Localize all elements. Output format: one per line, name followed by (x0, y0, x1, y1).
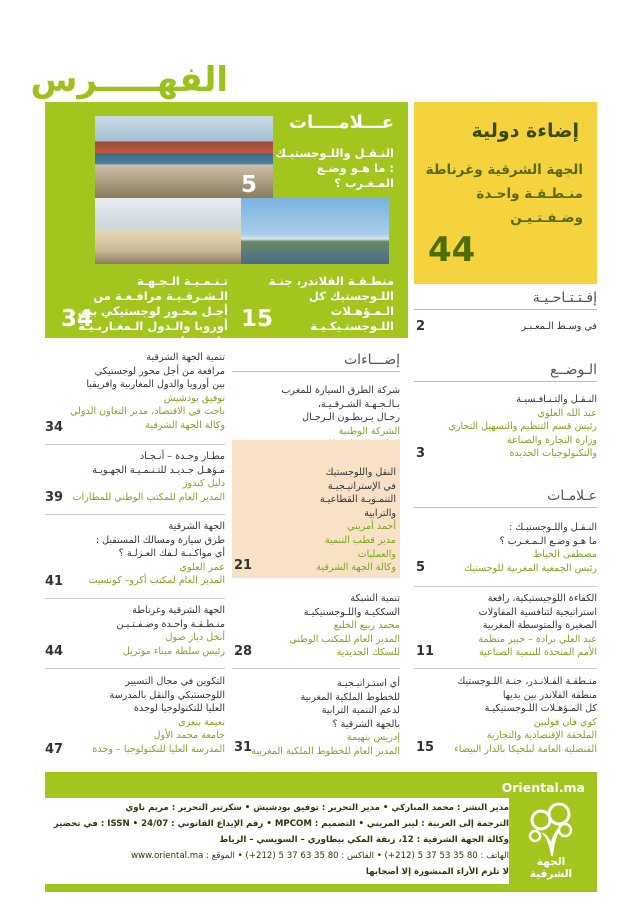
page-number: 44 (45, 644, 64, 659)
alamat-box-item2[interactable]: منطـقـة الفلاندر، جنـة اللـوجستيك كل الـمـؤهـلات اللـوجستـيكـيـة (268, 274, 394, 333)
section-divider (414, 507, 597, 508)
industrial-port-photo (241, 198, 389, 264)
page-title: الفهـــــرس (30, 60, 228, 100)
entry-author: عمر العلوي (179, 561, 225, 573)
entry-author: مصطفى الخياط (533, 549, 597, 561)
entry-role: وكالة الجهة الشرقية (145, 419, 225, 431)
section-divider (232, 371, 400, 372)
entry-title: استراتيجية لتنافسية المقاولات (478, 606, 597, 618)
idaat-entry-2[interactable] (232, 466, 396, 575)
page-number: 47 (45, 742, 64, 757)
entry-title: النـقـل والتـنـافـسيـة (516, 394, 597, 405)
section-wad: الـوضــع (549, 362, 597, 378)
entry-role: والتكنولوجيات الجديدة (509, 448, 597, 460)
entry-title: لدعم التنمية الترابية (321, 705, 400, 717)
entry-title: في وسـط الـمعـبـر (521, 321, 597, 332)
entry-role: وكالة الجهة الشرقية (316, 562, 396, 574)
entry-title: ما هـو وضـع الـمـغـرب ؟ (499, 535, 597, 547)
entry-title: مـؤهـل جـديـد للتـنـمـيـة الجهـويـة (92, 464, 225, 476)
entry-role: للسكك الحديدية (336, 647, 400, 659)
page-number: 3 (416, 446, 426, 461)
feature-page: 44 (428, 230, 476, 270)
entry-author: عبد الله العلوي (537, 407, 597, 419)
section-iftitahiya: إفـتـتـاحـيـة (532, 290, 597, 306)
alamat-box-title: عـــلامــــات (288, 112, 394, 133)
tree-logo-icon (515, 798, 587, 860)
feature-text: الجهة الشرقية وغرناطة منـطـقـة واحـدة وضـفـتـيـن (425, 162, 583, 226)
entry-title: الجهة الشرقية وغرناطة (132, 605, 225, 616)
section-divider (414, 309, 597, 310)
entry-role: الأمم المتحدة للتنمية الصناعية (478, 647, 597, 659)
page-number: 11 (416, 644, 435, 659)
entry-divider (45, 514, 225, 515)
entry-role: جامعة محمد الأول (153, 730, 225, 742)
section-alamat: عـلامـات (547, 488, 597, 504)
entry-role: المدير العام للمكتب الوطني (289, 633, 400, 645)
entry-divider (232, 668, 400, 669)
page-number: 28 (234, 644, 253, 659)
page-number: 15 (416, 740, 435, 755)
entry-divider (414, 586, 597, 587)
entry-title: الصغيرة والمتوسطة المغربية (482, 620, 597, 632)
entry-title: للخطوط الملكية المغربية (300, 691, 400, 703)
entry-title: منـطـقـة واحـدة وضـفـتـيـن (116, 618, 225, 630)
alamat-box-item1-page: 5 (241, 172, 258, 198)
entry-divider (45, 598, 225, 599)
entry-role: الملحقة الإقتصادية والتجارية (486, 730, 597, 742)
entry-title: اللوجستيكي والنقل بالمدرسة (109, 689, 225, 701)
idaat-entry-4[interactable] (232, 677, 400, 759)
entry-title: بالجهة الشرقية ؟ (332, 718, 400, 730)
entry-title: طرق سيارة ومسالك المستقبل : (95, 534, 225, 546)
entry-author: محمد ربيع الخليع (333, 620, 400, 632)
entry-title: التنمـويـة القطاعيـة (319, 494, 396, 506)
entry-title: رجـال يـربطـون الـرجـال (302, 412, 400, 424)
left-entry-2[interactable] (45, 450, 225, 504)
entry-title: تنمية الجهة الشرقية (146, 352, 225, 363)
entry-role: مدير قطب التنمية (324, 534, 396, 546)
credits-line: الترجمة إلى العربية : ليبر المريني • التصميم : MPCOM • رقم الإيداع القانوني : 24/07 • ISSN : في تحضير (53, 819, 509, 829)
entry-role: وزارة التجارة والصناعة (506, 434, 597, 446)
entry-author: توفيق بودشيش (163, 392, 225, 404)
entry-role: المدرسة العليا للتكنولوجيا – وجدة (92, 743, 225, 755)
entry-title: مرافعة من أجل محور لوجستيكي (94, 365, 225, 377)
alamat-box (45, 102, 408, 348)
disclaimer-line: لا تلزم الأراء المنشورة إلا أصحابها (365, 867, 509, 877)
entry-author: عبد العلي برادة – خبير منظمة (478, 633, 597, 645)
entry-author: نعيمة بنعزي (178, 716, 225, 728)
alamat-box-item3-page: 34 (61, 306, 94, 332)
entry-title: النـقـل واللـوجستيـك : (509, 522, 597, 533)
footer (45, 772, 597, 892)
entry-author: أحمد أمريني (347, 521, 396, 533)
alamat-entry-1[interactable] (414, 521, 597, 575)
region-logo (515, 798, 587, 884)
entry-title: في الإستراتيـجيـة (327, 480, 396, 492)
entry-role: رئيس سلطة ميناء موتريل (122, 645, 225, 657)
entry-role: المدير العام لمكتب أكرو– كونسيت (88, 575, 225, 587)
iftitahiya-entry[interactable] (440, 320, 597, 334)
entry-author: دليل كندوز (182, 478, 225, 490)
alamat-box-item1[interactable]: النـقـل واللـوجستيـك : ما هـو وضـع المـغـرب ؟ (275, 146, 394, 190)
contact-line: الهاتف : 80 35 53 37 5 (212+) • الفاكس : 80 35 63 37 5 (212+) • الموقع : www.oriental.ma (131, 851, 509, 861)
site-link[interactable]: Oriental.ma (501, 780, 585, 795)
feature-title: إضاءة دولية (471, 120, 579, 142)
logo-label: الجهة الشرقية (529, 856, 573, 880)
entry-role: باحث في الاقتصاد، مدير التعاون الدولي (69, 406, 225, 418)
entry-title: بين أوروبا والدول المغاربية وافريقيا (86, 379, 225, 391)
entry-title: منـطقـة الفـلانـدر، جنـة اللـوجستيك (457, 676, 597, 687)
entry-title: بـالـجـهـة الشـرقـيـة، (317, 398, 400, 410)
page-number: 41 (45, 574, 64, 589)
entry-author: إدريس بنهيمة (346, 732, 400, 744)
entry-title: شركة الطرق السيارة للمغرب (281, 385, 400, 396)
section-divider (414, 381, 597, 382)
feature-box[interactable] (414, 102, 597, 284)
entry-author: الشركة الوطنية (338, 425, 400, 437)
alamat-box-item3[interactable]: تـنـمـيـة الـجـهـة الـشـرقـيـة مرافـعـة من أجـل محـور لوجستيكي بين أوروبا والـدول الـمغـاربـيـة وافريقيا (77, 274, 228, 348)
entry-divider (45, 444, 225, 445)
page-number: 39 (45, 490, 64, 505)
entry-title: الكفاءة اللوجيستيكية، رافعة (487, 593, 597, 604)
wad-entry[interactable] (414, 393, 597, 461)
entry-role: رئيس قسم التنظيم والتسهيل التجاري (448, 421, 597, 433)
entry-title: الجهة الشرقية (168, 521, 225, 532)
alamat-box-item2-page: 15 (241, 306, 274, 332)
entry-title: النقل واللوجستيك (325, 467, 396, 478)
alamat-entry-3[interactable] (414, 675, 597, 757)
section-idaat: إضـــاءات (344, 352, 400, 368)
page-number: 5 (416, 560, 426, 575)
entry-title: منطقة الفلاندر بين يديها (502, 689, 597, 701)
entry-divider (45, 668, 225, 669)
left-entry-3[interactable] (45, 520, 225, 588)
idaat-entry-3[interactable] (232, 592, 400, 660)
left-entry-4[interactable] (45, 604, 225, 658)
entry-role: رئيس الجمعية المغربية للوجستيك (464, 562, 597, 574)
address-line: وكالة الجهة الشرقية : 12، زنقة المكي بيطاوري – السويسي – الرباط (219, 835, 509, 845)
entry-author: كوي فان فولبين (533, 716, 597, 728)
entry-role: المدير العام للخطوط الملكية المغربية (251, 745, 400, 757)
entry-title: السككيـة واللـوجستيكيـة (303, 606, 400, 618)
entry-title: مطـار وجـدة – أنـجـاد (139, 451, 225, 462)
credits-line: مدير النشر : محمد المباركي • مدير التحرير : توفيق بودشيش • سكرتير التحرير : مريم ناوي (125, 803, 509, 813)
page-number: 21 (234, 558, 253, 573)
entry-title: كل المـؤهـلات اللـوجستيكيـة (484, 703, 597, 715)
entry-role: القنصلية العامة لبلجيكا بالدار البيضاء (454, 743, 597, 755)
left-entry-1[interactable] (45, 351, 225, 433)
entry-title: والترابية (364, 507, 396, 519)
entry-title: العليا للتكنولوجيا لوجدة (134, 703, 225, 715)
alamat-entry-2[interactable] (414, 592, 597, 660)
page-number: 31 (234, 740, 253, 755)
entry-divider (414, 668, 597, 669)
page-number: 34 (45, 420, 64, 435)
entry-title: أي استـراتيـجيـة (336, 678, 400, 689)
page-number: 2 (416, 319, 426, 334)
entry-title: تنمية الشبكة (350, 593, 400, 604)
entry-title: التكوين في مجال التسيير (125, 676, 225, 687)
entry-title: أي مواكـبـة لـفك العـزلـة ؟ (118, 548, 225, 560)
entry-role: المدير العام للمكتب الوطني للمطارات (72, 491, 225, 503)
entry-author: أنخل دياز صول (165, 632, 225, 644)
left-entry-5[interactable] (45, 675, 225, 757)
entry-role: والعمليات (357, 548, 396, 560)
